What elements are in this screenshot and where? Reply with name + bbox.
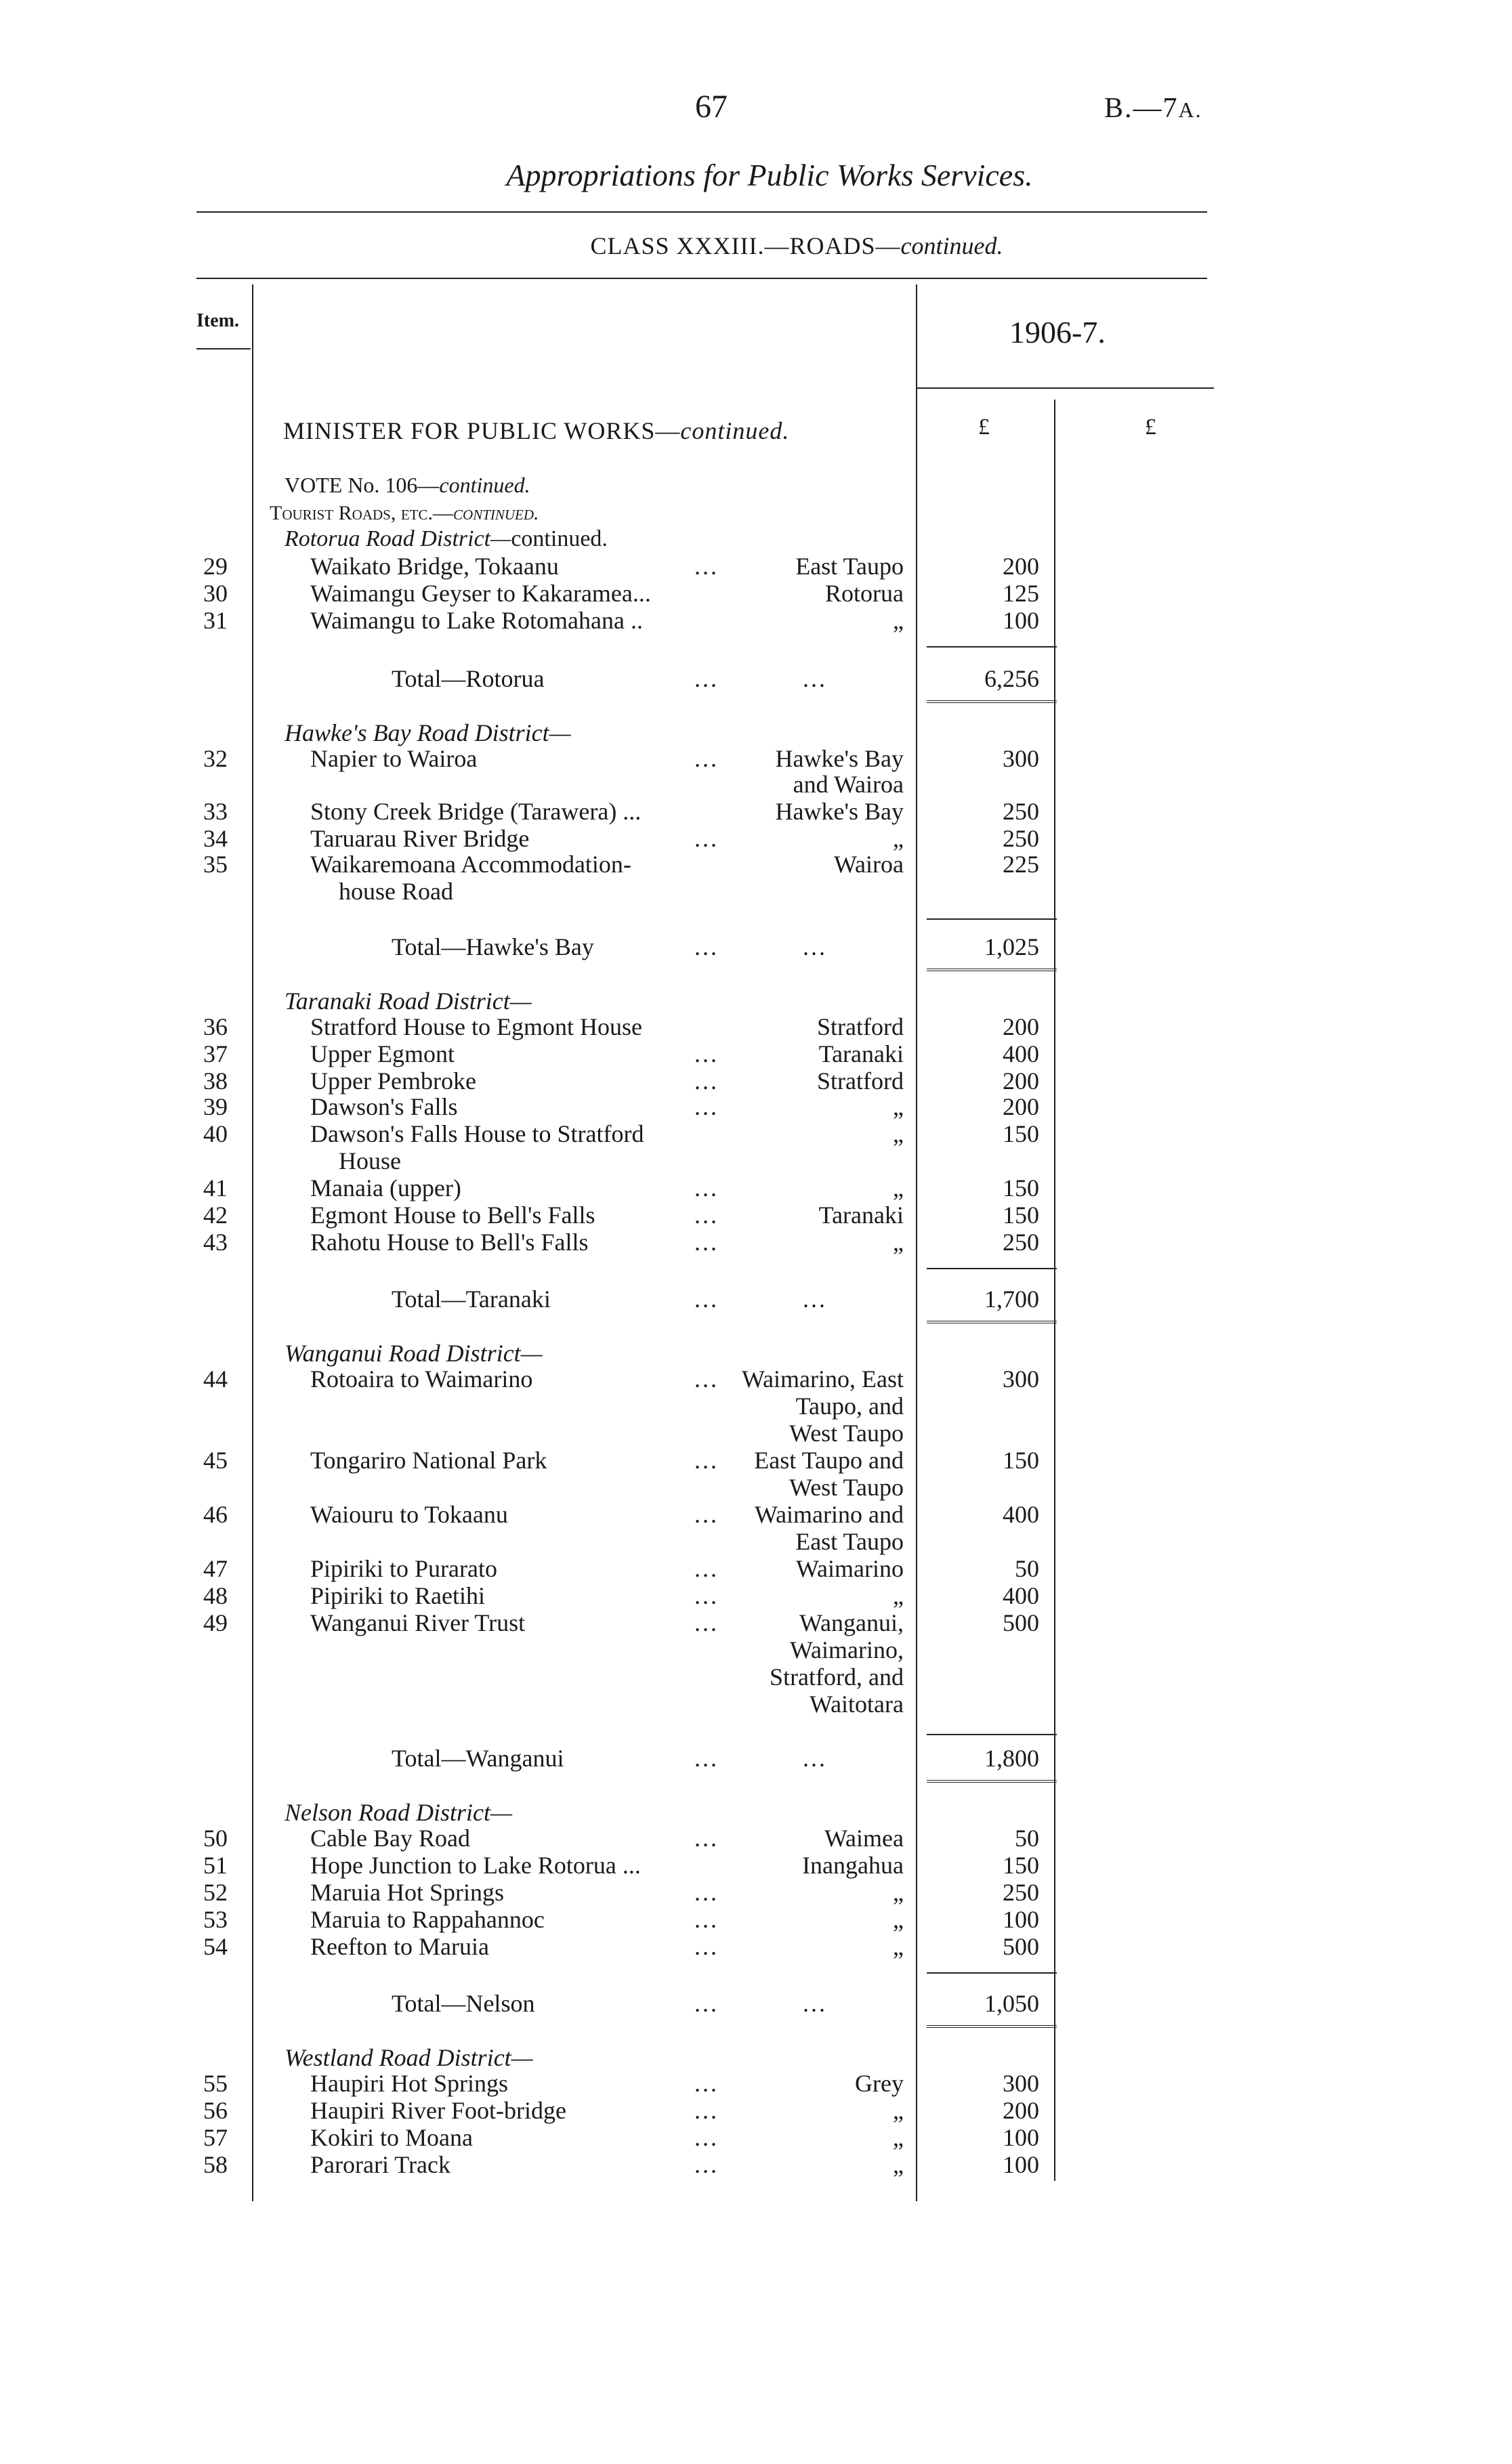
work-name: Waimangu to Lake Rotomahana ..: [310, 607, 643, 634]
leader-dots: ...: [803, 933, 827, 960]
subtotal-rule: [927, 1734, 1057, 1735]
table-row: [0, 2070, 1512, 2097]
district-name: Taranaki Road District—: [285, 987, 532, 1015]
district-heading: [0, 987, 1512, 1015]
electorate: East Taupo: [795, 1528, 904, 1555]
item-number: 47: [203, 1555, 228, 1582]
tourist-heading: [0, 500, 1512, 527]
total-label: Total—Taranaki: [392, 1286, 551, 1313]
table-row: [0, 1013, 1512, 1040]
item-number: 46: [203, 1501, 228, 1528]
electorate: Stratford: [817, 1067, 904, 1095]
total-amount: 1,025: [984, 933, 1039, 960]
work-name: Egmont House to Bell's Falls: [310, 1202, 595, 1229]
table-row: [0, 1174, 1512, 1202]
work-name: Waiouru to Tokaanu: [310, 1501, 508, 1528]
item-number: 57: [203, 2124, 228, 2151]
total-amount: 1,050: [984, 1990, 1039, 2017]
table-row: [0, 1582, 1512, 1609]
table-row: [0, 1879, 1512, 1906]
table-row: [0, 580, 1512, 607]
amount: 100: [1003, 2124, 1039, 2151]
total-rule: [927, 1780, 1057, 1783]
total-amount: 6,256: [984, 665, 1039, 692]
amount: 300: [1003, 1365, 1039, 1393]
item-number: 51: [203, 1852, 228, 1879]
work-name: Pipiriki to Purarato: [310, 1555, 497, 1582]
leader-dots: ...: [694, 745, 719, 772]
table-row-continuation: [0, 878, 1512, 905]
table-row: [0, 1067, 1512, 1095]
table-row: [0, 851, 1512, 878]
item-number: 42: [203, 1202, 228, 1229]
table-row: [0, 1609, 1512, 1636]
electorate: Rotorua: [825, 580, 904, 607]
table-row: [0, 1040, 1512, 1067]
amount: 400: [1003, 1582, 1039, 1609]
district-heading: [0, 719, 1512, 746]
leader-dots: ...: [694, 1582, 719, 1609]
item-number: 53: [203, 1906, 228, 1933]
doc-ref-suffix: A.: [1178, 98, 1202, 122]
item-number: 40: [203, 1120, 228, 1147]
leader-dots: ...: [694, 1555, 719, 1582]
vote-heading: [0, 471, 1512, 498]
electorate: „: [893, 825, 904, 852]
district-heading: [0, 1340, 1512, 1367]
total-label: Total—Wanganui: [392, 1745, 564, 1772]
item-number: 41: [203, 1174, 228, 1202]
subtotal-rule: [927, 1268, 1057, 1269]
table-row: [0, 607, 1512, 634]
electorate: „: [893, 2097, 904, 2124]
electorate: East Taupo and: [754, 1447, 904, 1474]
item-number: 50: [203, 1825, 228, 1852]
work-name: Maruia Hot Springs: [310, 1879, 504, 1906]
leader-dots: ...: [694, 825, 719, 852]
amount: 500: [1003, 1609, 1039, 1636]
amount: 100: [1003, 2151, 1039, 2178]
item-number: 58: [203, 2151, 228, 2178]
work-name: Upper Pembroke: [310, 1067, 476, 1095]
table-row: [0, 2151, 1512, 2178]
total-rule: [927, 969, 1057, 971]
amount: 250: [1003, 1229, 1039, 1256]
table-row-continuation: [0, 1393, 1512, 1420]
total-row: [0, 933, 1512, 960]
electorate: „: [893, 2124, 904, 2151]
leader-dots: ...: [694, 1906, 719, 1933]
item-number: 33: [203, 798, 228, 825]
page-number: 67: [695, 89, 728, 125]
table-row-continuation: [0, 1147, 1512, 1174]
leader-dots: ...: [803, 1286, 827, 1313]
amount: 300: [1003, 745, 1039, 772]
leader-dots: ...: [694, 1067, 719, 1095]
item-number: 39: [203, 1093, 228, 1120]
item-number: 29: [203, 553, 228, 580]
work-name: Parorari Track: [310, 2151, 450, 2178]
amount: 100: [1003, 1906, 1039, 1933]
leader-dots: ...: [694, 1093, 719, 1120]
table-row: [0, 2124, 1512, 2151]
table-row: [0, 2097, 1512, 2124]
electorate: Wanganui,: [799, 1609, 904, 1636]
work-name: Waikaremoana Accommodation-: [310, 851, 631, 878]
amount: 50: [1015, 1555, 1039, 1582]
work-name: Tongariro National Park: [310, 1447, 547, 1474]
table-row-continuation: [0, 1528, 1512, 1555]
total-amount: 1,800: [984, 1745, 1039, 1772]
item-number: 32: [203, 745, 228, 772]
work-name: House: [339, 1147, 401, 1174]
amount: 150: [1003, 1174, 1039, 1202]
electorate: Waimarino,: [789, 1636, 904, 1663]
item-number: 55: [203, 2070, 228, 2097]
table-row: [0, 1229, 1512, 1256]
table-row: [0, 1093, 1512, 1120]
item-number: 35: [203, 851, 228, 878]
table-row: [0, 825, 1512, 852]
work-name: Dawson's Falls House to Stratford: [310, 1120, 644, 1147]
leader-dots: ...: [694, 2070, 719, 2097]
electorate: „: [893, 607, 904, 634]
doc-ref-main: B.—7: [1104, 93, 1179, 124]
work-name: Cable Bay Road: [310, 1825, 470, 1852]
leader-dots: ...: [803, 1745, 827, 1772]
leader-dots: ...: [694, 933, 719, 960]
table-row: [0, 1365, 1512, 1393]
amount: 500: [1003, 1933, 1039, 1960]
electorate: „: [893, 1120, 904, 1147]
amount: 200: [1003, 2097, 1039, 2124]
district-name: Nelson Road District—: [285, 1799, 513, 1826]
electorate: „: [893, 1879, 904, 1906]
total-label: Total—Rotorua: [392, 665, 545, 692]
item-number: 31: [203, 607, 228, 634]
item-column-header: Item.: [196, 310, 239, 331]
leader-dots: ...: [694, 1609, 719, 1636]
item-number: 38: [203, 1067, 228, 1095]
work-name: Taruarau River Bridge: [310, 825, 530, 852]
work-name: Manaia (upper): [310, 1174, 461, 1202]
item-number: 45: [203, 1447, 228, 1474]
leader-dots: ...: [694, 1501, 719, 1528]
electorate: East Taupo: [795, 553, 904, 580]
electorate: Taranaki: [818, 1202, 904, 1229]
table-row: [0, 1202, 1512, 1229]
table-row: [0, 798, 1512, 825]
electorate: Grey: [855, 2070, 904, 2097]
leader-dots: ...: [694, 553, 719, 580]
work-name: Rotoaira to Waimarino: [310, 1365, 533, 1393]
item-number: 43: [203, 1229, 228, 1256]
district-name: Wanganui Road District—: [285, 1340, 543, 1367]
item-number: 34: [203, 825, 228, 852]
total-label: Total—Nelson: [392, 1990, 535, 2017]
electorate: Waimea: [824, 1825, 904, 1852]
rotorua-district-label: Rotorua Road District—: [285, 526, 511, 551]
electorate: „: [893, 1906, 904, 1933]
amount: 225: [1003, 851, 1039, 878]
amount: 200: [1003, 1013, 1039, 1040]
work-name: Stony Creek Bridge (Tarawera) ...: [310, 798, 642, 825]
leader-dots: ...: [694, 1990, 719, 2017]
electorate: West Taupo: [789, 1420, 904, 1447]
amount: 150: [1003, 1202, 1039, 1229]
electorate: „: [893, 2151, 904, 2178]
leader-dots: ...: [694, 1825, 719, 1852]
table-row: [0, 1555, 1512, 1582]
pound-symbol-2: £: [1145, 415, 1156, 440]
class-title-main: CLASS XXXIII.—ROADS—: [590, 232, 901, 259]
table-row: [0, 553, 1512, 580]
work-name: Haupiri River Foot-bridge: [310, 2097, 566, 2124]
work-name: house Road: [339, 878, 453, 905]
electorate: Taranaki: [818, 1040, 904, 1067]
table-row: [0, 1825, 1512, 1852]
work-name: Wanganui River Trust: [310, 1609, 526, 1636]
subtotal-rule: [927, 646, 1057, 647]
leader-dots: ...: [694, 1879, 719, 1906]
table-row: [0, 745, 1512, 772]
work-name: Dawson's Falls: [310, 1093, 458, 1120]
electorate: „: [893, 1174, 904, 1202]
item-number: 44: [203, 1365, 228, 1393]
minister-label: MINISTER FOR PUBLIC WORKS—: [283, 417, 681, 444]
class-title-continued: continued.: [900, 232, 1003, 259]
minister-continued: continued.: [680, 417, 790, 444]
amount: 200: [1003, 1067, 1039, 1095]
item-number: 54: [203, 1933, 228, 1960]
electorate: „: [893, 1582, 904, 1609]
amount: 200: [1003, 1093, 1039, 1120]
amount: 200: [1003, 553, 1039, 580]
table-row-continuation: [0, 1691, 1512, 1718]
work-name: Napier to Wairoa: [310, 745, 478, 772]
electorate: Stratford, and: [770, 1663, 904, 1691]
electorate: Waimarino and: [754, 1501, 904, 1528]
total-row: [0, 1745, 1512, 1772]
district-heading: [0, 2044, 1512, 2071]
vote-continued: continued.: [439, 473, 530, 497]
leader-dots: ...: [803, 1990, 827, 2017]
work-name: Haupiri Hot Springs: [310, 2070, 508, 2097]
electorate: West Taupo: [789, 1474, 904, 1501]
table-row-continuation: [0, 1636, 1512, 1663]
subtotal-rule: [927, 1972, 1057, 1974]
leader-dots: ...: [694, 1174, 719, 1202]
total-label: Total—Hawke's Bay: [392, 933, 594, 960]
electorate: and Wairoa: [793, 771, 904, 798]
pound-symbol-1: £: [978, 415, 990, 440]
work-name: Waimangu Geyser to Kakaramea...: [310, 580, 651, 607]
work-name: Reefton to Maruia: [310, 1933, 489, 1960]
leader-dots: ...: [694, 1229, 719, 1256]
electorate: Wairoa: [833, 851, 904, 878]
rotorua-district-continued: continued.: [511, 526, 608, 551]
electorate: Inangahua: [802, 1852, 904, 1879]
electorate: Waitotara: [809, 1691, 904, 1718]
item-number: 52: [203, 1879, 228, 1906]
amount: 125: [1003, 580, 1039, 607]
amount: 250: [1003, 825, 1039, 852]
leader-dots: ...: [694, 1202, 719, 1229]
work-name: Kokiri to Moana: [310, 2124, 473, 2151]
work-name: Rahotu House to Bell's Falls: [310, 1229, 589, 1256]
item-number: 48: [203, 1582, 228, 1609]
electorate: Stratford: [817, 1013, 904, 1040]
table-row-continuation: [0, 1474, 1512, 1501]
work-name: Hope Junction to Lake Rotorua ...: [310, 1852, 641, 1879]
table-row-continuation: [0, 1663, 1512, 1691]
electorate: Waimarino, East: [741, 1365, 904, 1393]
total-row: [0, 665, 1512, 692]
total-row: [0, 1990, 1512, 2017]
amount: 300: [1003, 2070, 1039, 2097]
table-row: [0, 1447, 1512, 1474]
amount: 50: [1015, 1825, 1039, 1852]
amount: 250: [1003, 1879, 1039, 1906]
rotorua-district-heading: [0, 526, 1512, 553]
table-row: [0, 1501, 1512, 1528]
leader-dots: ...: [694, 1286, 719, 1313]
work-name: Pipiriki to Raetihi: [310, 1582, 485, 1609]
total-rule: [927, 700, 1057, 703]
amount: 250: [1003, 798, 1039, 825]
tourist-continued: continued.: [453, 502, 539, 524]
year-header: 1906-7.: [1009, 315, 1106, 349]
minister-heading: [0, 417, 1512, 444]
leader-dots: ...: [694, 1933, 719, 1960]
tourist-label: Tourist Roads, etc.—: [270, 502, 454, 524]
leader-dots: ...: [694, 2097, 719, 2124]
leader-dots: ...: [694, 1040, 719, 1067]
total-row: [0, 1286, 1512, 1313]
page-title: Appropriations for Public Works Services.: [506, 158, 1033, 192]
electorate: Waimarino: [795, 1555, 904, 1582]
amount: 150: [1003, 1447, 1039, 1474]
electorate: „: [893, 1093, 904, 1120]
total-amount: 1,700: [984, 1286, 1039, 1313]
amount: 150: [1003, 1120, 1039, 1147]
total-rule: [927, 1321, 1057, 1323]
leader-dots: ...: [803, 665, 827, 692]
total-rule: [927, 2025, 1057, 2028]
item-number: 56: [203, 2097, 228, 2124]
district-name: Hawke's Bay Road District—: [285, 719, 571, 746]
electorate: „: [893, 1229, 904, 1256]
leader-dots: ...: [694, 2151, 719, 2178]
work-name: Waikato Bridge, Tokaanu: [310, 553, 559, 580]
item-number: 30: [203, 580, 228, 607]
leader-dots: ...: [694, 1365, 719, 1393]
table-row: [0, 1120, 1512, 1147]
subtotal-rule: [927, 918, 1057, 920]
work-name: Stratford House to Egmont House: [310, 1013, 642, 1040]
amount: 100: [1003, 607, 1039, 634]
electorate: „: [893, 1933, 904, 1960]
electorate: Hawke's Bay: [775, 745, 904, 772]
table-row: [0, 1852, 1512, 1879]
work-name: Upper Egmont: [310, 1040, 455, 1067]
leader-dots: ...: [694, 1745, 719, 1772]
amount: 150: [1003, 1852, 1039, 1879]
table-row-continuation: [0, 1420, 1512, 1447]
amount: 400: [1003, 1040, 1039, 1067]
leader-dots: ...: [694, 2124, 719, 2151]
district-heading: [0, 1799, 1512, 1826]
electorate: Hawke's Bay: [775, 798, 904, 825]
leader-dots: ...: [694, 665, 719, 692]
table-row: [0, 1906, 1512, 1933]
vote-label: VOTE No. 106—: [285, 473, 440, 497]
item-number: 37: [203, 1040, 228, 1067]
electorate: Taupo, and: [795, 1393, 904, 1420]
leader-dots: ...: [694, 1447, 719, 1474]
district-name: Westland Road District—: [285, 2044, 533, 2071]
item-number: 49: [203, 1609, 228, 1636]
table-row: [0, 1933, 1512, 1960]
table-row-continuation: [0, 771, 1512, 798]
item-number: 36: [203, 1013, 228, 1040]
work-name: Maruia to Rappahannoc: [310, 1906, 545, 1933]
amount: 400: [1003, 1501, 1039, 1528]
